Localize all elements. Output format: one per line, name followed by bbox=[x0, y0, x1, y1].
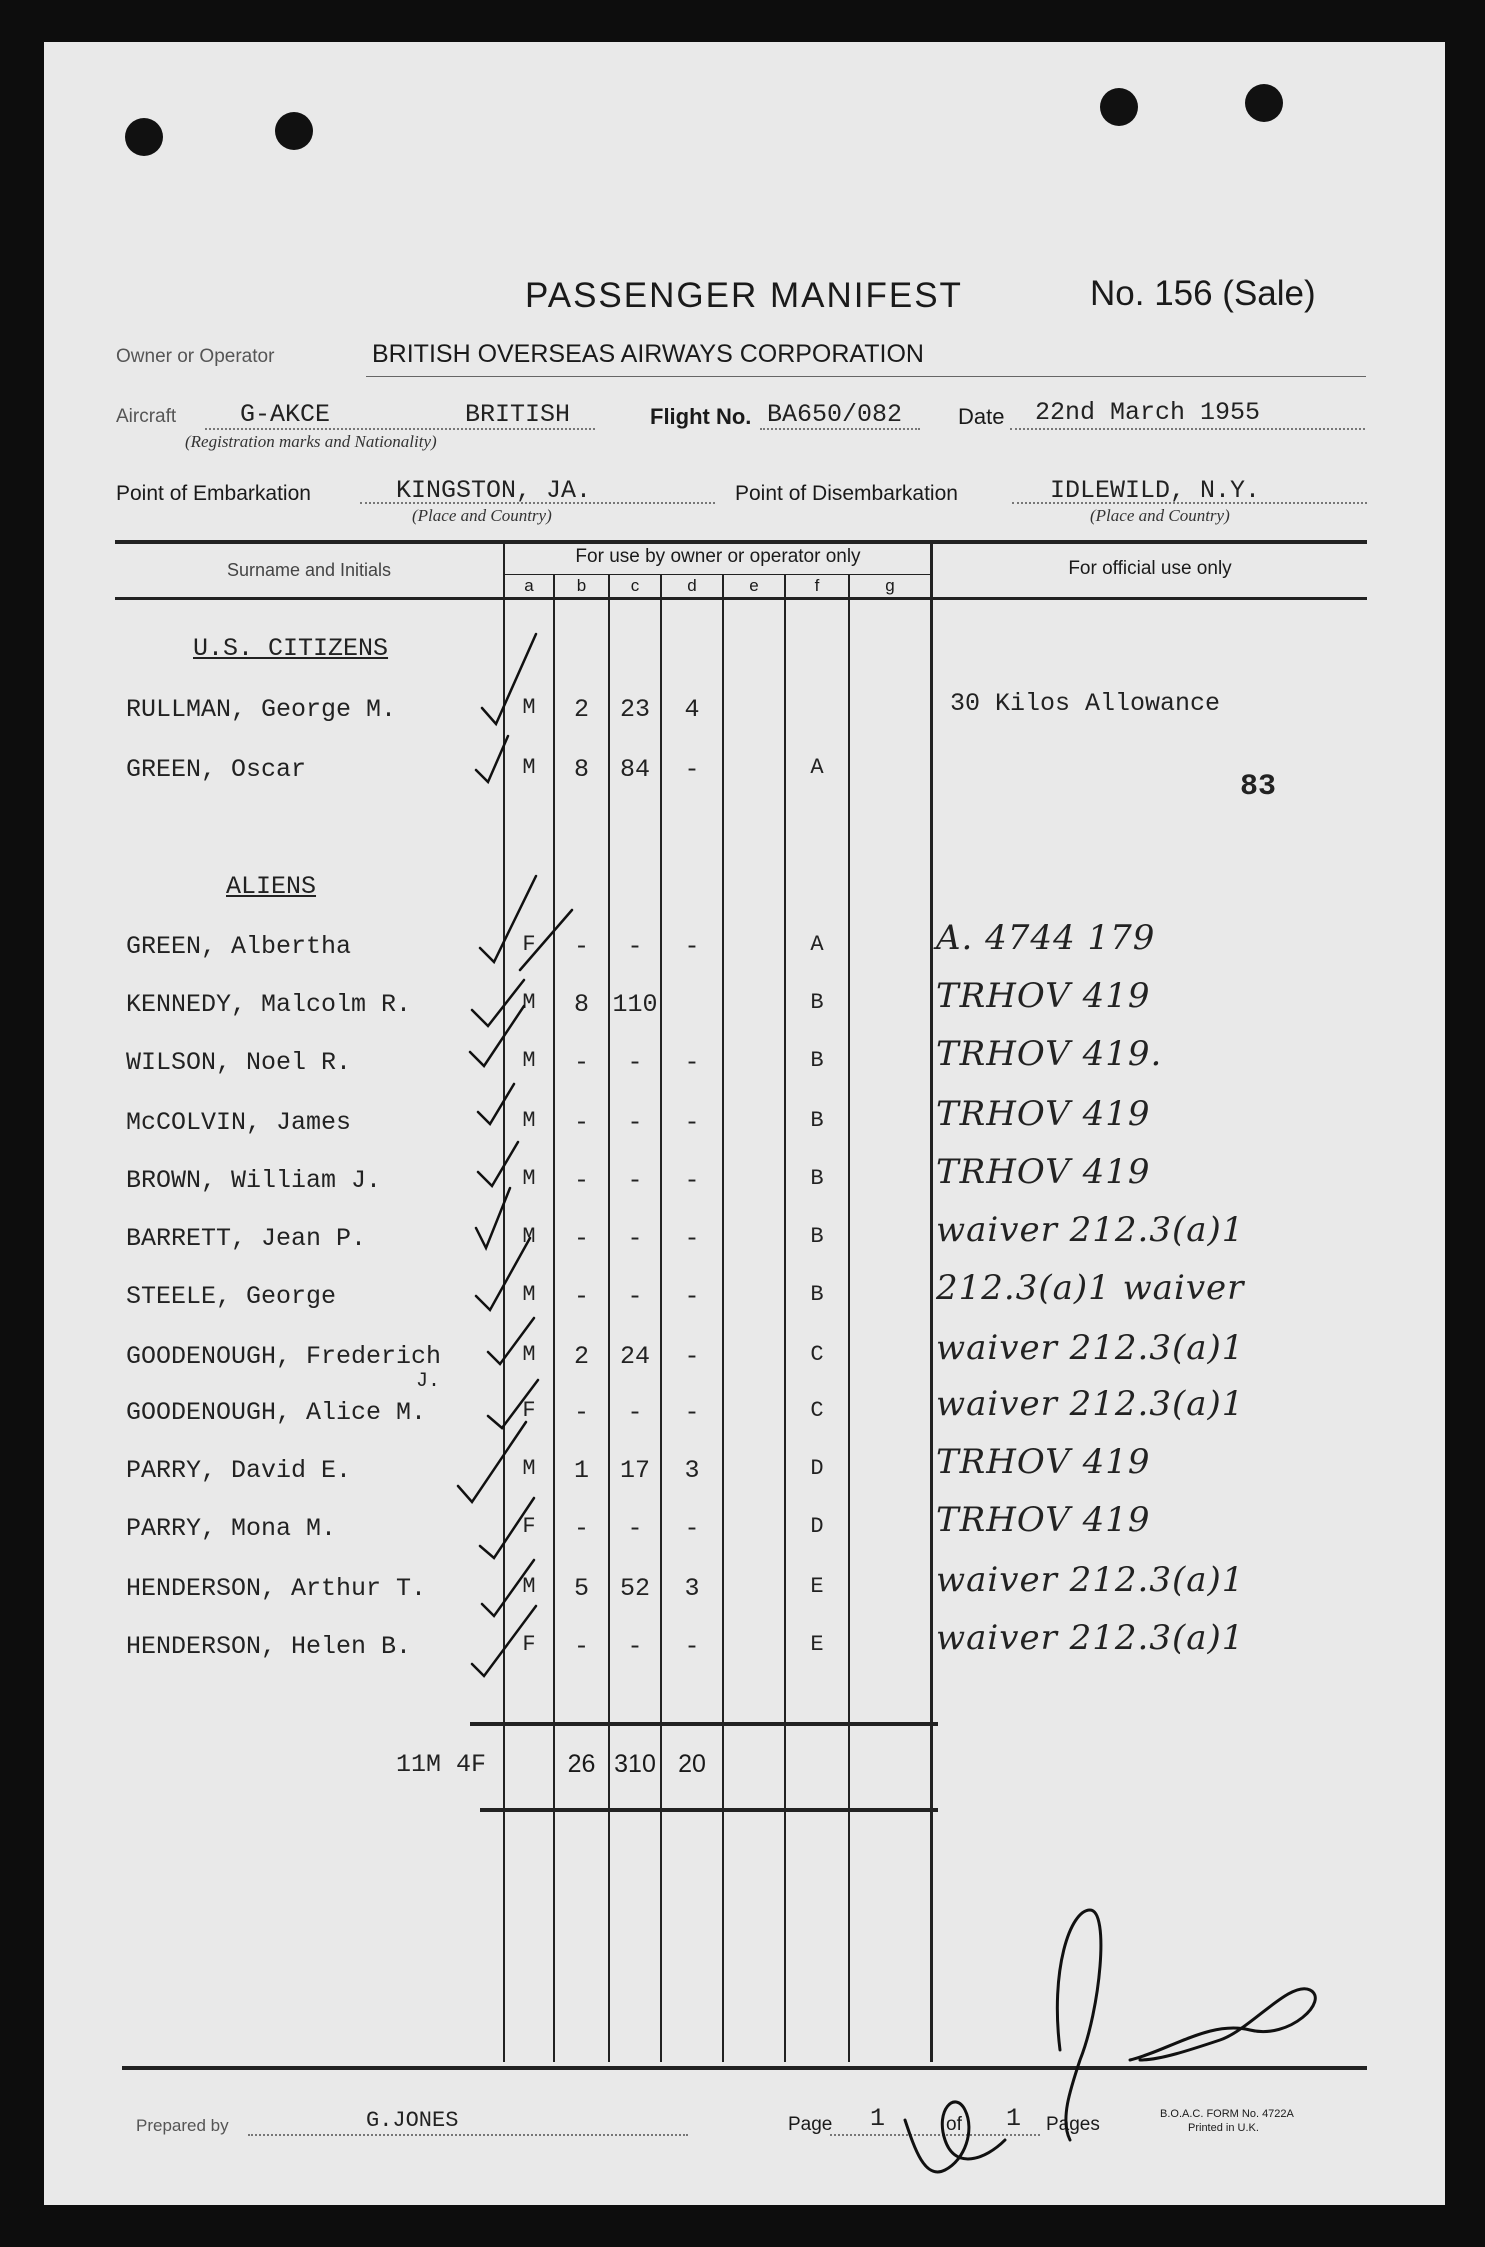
column-letter-e: e bbox=[749, 576, 759, 595]
total-d: 20 bbox=[678, 1750, 706, 1778]
manifest-number: No. 156 (Sale) bbox=[1090, 274, 1316, 313]
passenger-name: GREEN, Albertha bbox=[126, 932, 352, 961]
cell-c: - bbox=[627, 1108, 643, 1137]
passenger-name: McCOLVIN, James bbox=[126, 1108, 352, 1137]
passenger-name: KENNEDY, Malcolm R. bbox=[126, 990, 412, 1019]
cell-d: 3 bbox=[684, 1574, 700, 1603]
cell-b: - bbox=[573, 1108, 589, 1137]
frederich-initial: J. bbox=[416, 1370, 441, 1393]
cell-c: 110 bbox=[612, 990, 658, 1019]
cell-c: - bbox=[627, 1398, 643, 1427]
aircraft-reg: G-AKCE bbox=[240, 400, 331, 429]
aircraft-label: Aircraft bbox=[116, 406, 177, 427]
official-annotation: 212.3(a)1 waiver bbox=[936, 1268, 1245, 1308]
cell-c: - bbox=[627, 1514, 643, 1543]
cell-a: F bbox=[522, 1632, 536, 1657]
date-value: 22nd March 1955 bbox=[1035, 398, 1261, 427]
cell-d: - bbox=[684, 932, 700, 961]
cell-b: 8 bbox=[573, 990, 589, 1019]
owner-value: BRITISH OVERSEAS AIRWAYS CORPORATION bbox=[372, 340, 924, 368]
cell-f: C bbox=[810, 1398, 824, 1423]
cell-a: M bbox=[522, 1048, 536, 1073]
official-annotation: TRHOV 419 bbox=[936, 1442, 1151, 1482]
form-code: B.O.A.C. FORM No. 4722A bbox=[1160, 2108, 1294, 2120]
flight-label: Flight No. bbox=[650, 404, 752, 429]
cell-d: - bbox=[684, 1632, 700, 1661]
name-column-header: Surname and Initials bbox=[226, 560, 392, 580]
signature bbox=[905, 1910, 1315, 2172]
cell-f: E bbox=[810, 1574, 824, 1599]
passenger-name: WILSON, Noel R. bbox=[126, 1048, 352, 1077]
cell-d: - bbox=[684, 1342, 700, 1371]
column-letter-a: a bbox=[524, 576, 534, 595]
passenger-name: HENDERSON, Arthur T. bbox=[126, 1574, 427, 1603]
cell-f: C bbox=[810, 1342, 824, 1367]
cell-f: B bbox=[810, 1224, 824, 1249]
official-annotation: TRHOV 419. bbox=[936, 1034, 1163, 1074]
cell-f: B bbox=[810, 1166, 824, 1191]
cell-c: 17 bbox=[619, 1456, 650, 1485]
cell-a: F bbox=[522, 1514, 536, 1539]
cell-f: B bbox=[810, 990, 824, 1015]
total-b: 26 bbox=[567, 1750, 596, 1778]
official-annotation: TRHOV 419 bbox=[936, 1500, 1151, 1540]
cell-f: B bbox=[810, 1282, 824, 1307]
official-annotation: TRHOV 419 bbox=[936, 1152, 1151, 1192]
cell-b: 2 bbox=[573, 1342, 589, 1371]
official-annotation: waiver 212.3(a)1 bbox=[936, 1328, 1245, 1368]
cell-f: E bbox=[810, 1632, 824, 1657]
cell-a: M bbox=[522, 695, 536, 720]
cell-a: M bbox=[522, 990, 536, 1015]
page-label: Page bbox=[788, 2114, 833, 2135]
cell-d: 3 bbox=[684, 1456, 700, 1485]
cell-a: F bbox=[522, 1398, 536, 1423]
cell-d: - bbox=[684, 755, 700, 784]
page-value: 1 bbox=[870, 2104, 886, 2133]
cell-c: - bbox=[627, 1166, 643, 1195]
date-label: Date bbox=[958, 404, 1005, 429]
cell-c: 23 bbox=[619, 695, 650, 724]
disembark-note: (Place and Country) bbox=[1090, 506, 1230, 525]
passenger-name: RULLMAN, George M. bbox=[126, 695, 397, 724]
cell-a: M bbox=[522, 1342, 536, 1367]
cell-b: 5 bbox=[573, 1574, 589, 1603]
passenger-name: HENDERSON, Helen B. bbox=[126, 1632, 412, 1661]
group-us-citizens: U.S. CITIZENS bbox=[193, 634, 389, 663]
of-label: of bbox=[946, 2114, 962, 2135]
cell-b: 1 bbox=[573, 1456, 589, 1485]
cell-f: D bbox=[810, 1456, 824, 1481]
form-title: PASSENGER MANIFEST bbox=[525, 276, 963, 315]
embark-value: KINGSTON, JA. bbox=[396, 476, 592, 505]
official-annotation: A. 4744 179 bbox=[936, 918, 1156, 958]
passenger-name: BROWN, William J. bbox=[126, 1166, 382, 1195]
cell-b: - bbox=[573, 1224, 589, 1253]
cell-b: 8 bbox=[573, 755, 589, 784]
cell-a: M bbox=[522, 1166, 536, 1191]
cell-d: - bbox=[684, 1048, 700, 1077]
official-annotation: waiver 212.3(a)1 bbox=[936, 1210, 1245, 1250]
cell-d: 4 bbox=[684, 695, 700, 724]
cell-c: 24 bbox=[619, 1342, 650, 1371]
passenger-name: STEELE, George bbox=[126, 1282, 337, 1311]
official-annotation: waiver 212.3(a)1 bbox=[936, 1560, 1245, 1600]
cell-b: - bbox=[573, 1166, 589, 1195]
cell-a: M bbox=[522, 1456, 536, 1481]
cell-f: A bbox=[810, 932, 824, 957]
column-letter-g: g bbox=[885, 576, 895, 595]
cell-c: - bbox=[627, 932, 643, 961]
prepared-label: Prepared by bbox=[136, 2116, 229, 2135]
total-c: 310 bbox=[614, 1750, 656, 1778]
cell-d: - bbox=[684, 1224, 700, 1253]
group-aliens: ALIENS bbox=[226, 872, 317, 901]
cell-a: M bbox=[522, 755, 536, 780]
official-column-header: For official use only bbox=[1068, 558, 1232, 579]
official-annotation: TRHOV 419 bbox=[936, 1094, 1151, 1134]
cell-f: D bbox=[810, 1514, 824, 1539]
cell-c: - bbox=[627, 1282, 643, 1311]
printed-in: Printed in U.K. bbox=[1188, 2122, 1259, 2134]
official-annotation: waiver 212.3(a)1 bbox=[936, 1384, 1245, 1424]
cell-b: - bbox=[573, 1282, 589, 1311]
passenger-name: PARRY, David E. bbox=[126, 1456, 352, 1485]
cell-a: M bbox=[522, 1108, 536, 1133]
passenger-name: PARRY, Mona M. bbox=[126, 1514, 337, 1543]
disembark-label: Point of Disembarkation bbox=[735, 482, 958, 505]
cell-f: A bbox=[810, 755, 824, 780]
cell-b: - bbox=[573, 932, 589, 961]
aircraft-note: (Registration marks and Nationality) bbox=[185, 432, 437, 451]
column-letter-d: d bbox=[687, 576, 697, 595]
cell-d: - bbox=[684, 1282, 700, 1311]
passenger-name: GOODENOUGH, Frederich bbox=[126, 1342, 442, 1371]
cell-d: - bbox=[684, 1514, 700, 1543]
cell-c: - bbox=[627, 1224, 643, 1253]
owner-column-header: For use by owner or operator only bbox=[575, 546, 861, 567]
passenger-name: GOODENOUGH, Alice M. bbox=[126, 1398, 427, 1427]
cell-c: - bbox=[627, 1632, 643, 1661]
cell-f: B bbox=[810, 1048, 824, 1073]
embark-note: (Place and Country) bbox=[412, 506, 552, 525]
of-value: 1 bbox=[1006, 2104, 1022, 2133]
aircraft-nationality: BRITISH bbox=[465, 400, 571, 429]
owner-label: Owner or Operator bbox=[116, 346, 275, 367]
cell-a: M bbox=[522, 1574, 536, 1599]
cell-c: 52 bbox=[619, 1574, 650, 1603]
cell-c: - bbox=[627, 1048, 643, 1077]
cell-b: 2 bbox=[573, 695, 589, 724]
passenger-name: GREEN, Oscar bbox=[126, 755, 307, 784]
prepared-value: G.JONES bbox=[366, 2108, 459, 2133]
official-annotation: waiver 212.3(a)1 bbox=[936, 1618, 1245, 1658]
embark-label: Point of Embarkation bbox=[116, 482, 311, 505]
cell-b: - bbox=[573, 1048, 589, 1077]
passenger-name: BARRETT, Jean P. bbox=[126, 1224, 367, 1253]
column-letter-f: f bbox=[814, 576, 820, 595]
official-annotation: 83 bbox=[1240, 770, 1277, 804]
cell-d: - bbox=[684, 1108, 700, 1137]
cell-a: F bbox=[522, 932, 536, 957]
official-annotation: TRHOV 419 bbox=[936, 976, 1151, 1016]
official-annotation: 30 Kilos Allowance bbox=[950, 689, 1221, 718]
column-letter-b: b bbox=[576, 576, 587, 595]
cell-a: M bbox=[522, 1282, 536, 1307]
cell-f: B bbox=[810, 1108, 824, 1133]
cell-c: 84 bbox=[619, 755, 650, 784]
cell-d: - bbox=[684, 1398, 700, 1427]
column-letter-c: c bbox=[630, 576, 640, 595]
cell-b: - bbox=[573, 1398, 589, 1427]
pages-label: Pages bbox=[1046, 2114, 1100, 2135]
cell-a: M bbox=[522, 1224, 536, 1249]
disembark-value: IDLEWILD, N.Y. bbox=[1050, 476, 1261, 505]
flight-number: BA650/082 bbox=[767, 400, 903, 429]
totals-label: 11M 4F bbox=[396, 1750, 487, 1779]
cell-b: - bbox=[573, 1632, 589, 1661]
cell-b: - bbox=[573, 1514, 589, 1543]
cell-d: - bbox=[684, 1166, 700, 1195]
